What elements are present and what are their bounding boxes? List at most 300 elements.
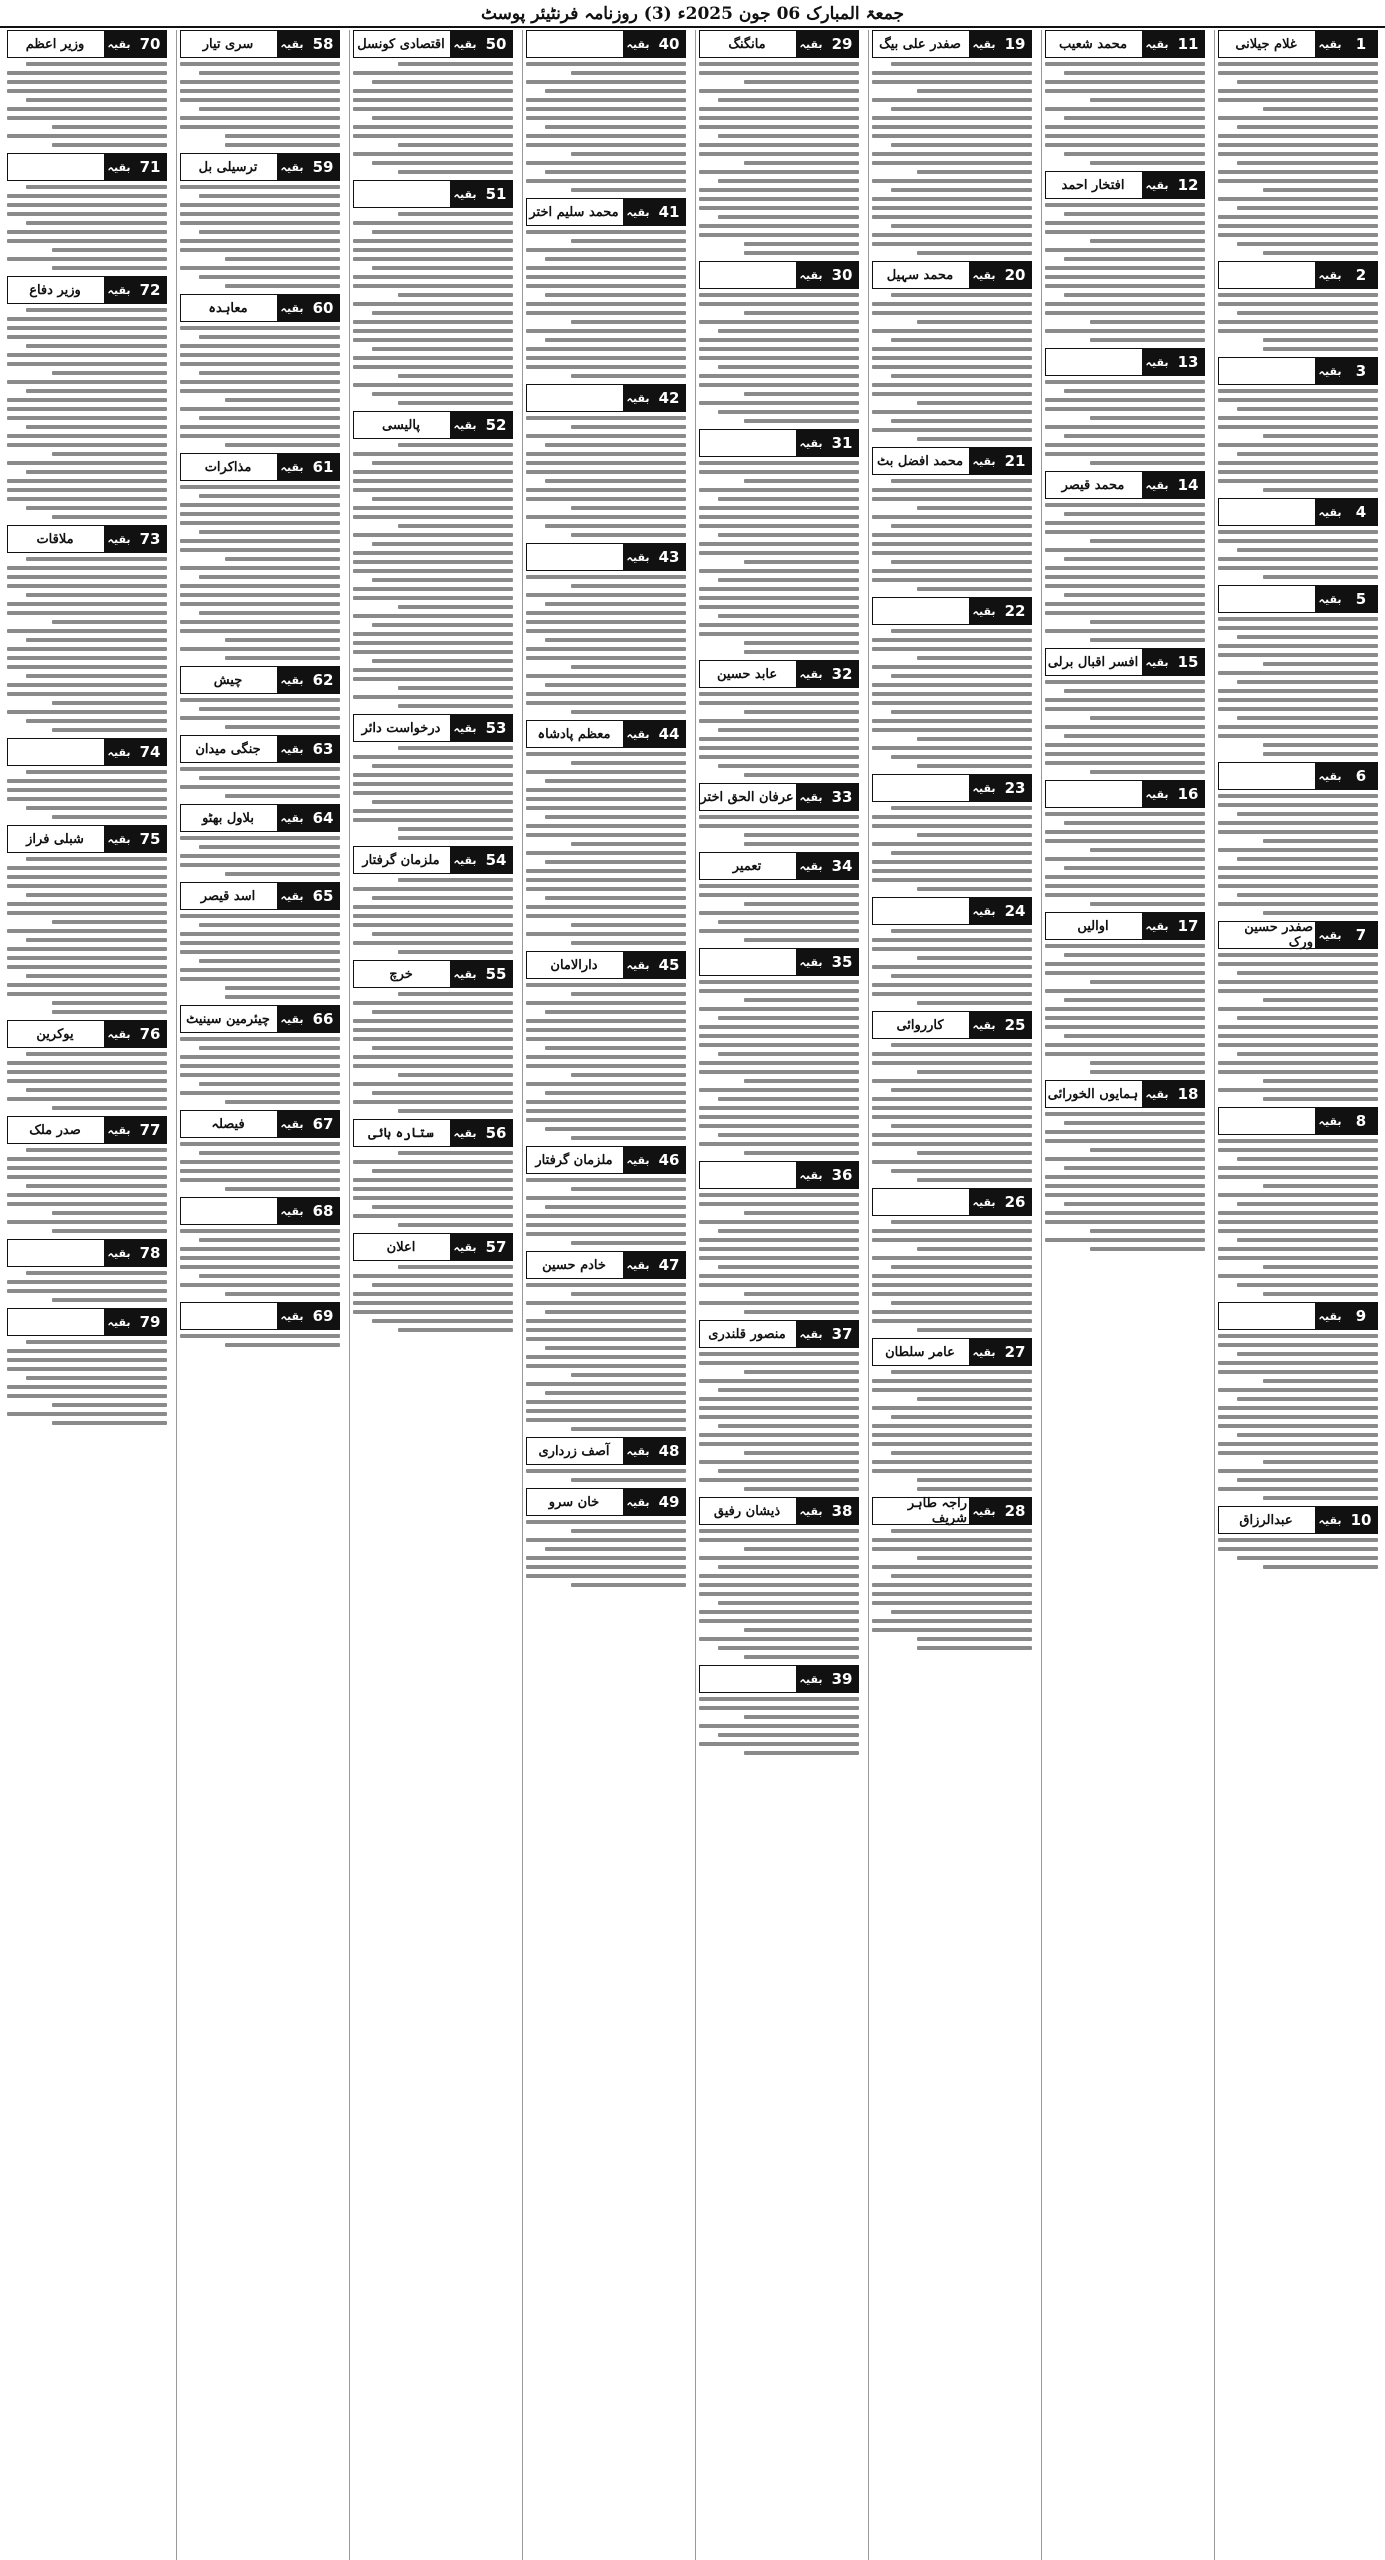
text-line [1218, 689, 1378, 693]
continuation-item [872, 1188, 1032, 1334]
text-line [526, 470, 686, 474]
article-text-block [872, 1368, 1032, 1493]
continuation-number: 70 [134, 31, 166, 57]
text-line [180, 185, 340, 189]
text-line [571, 1373, 686, 1377]
text-line [526, 1223, 686, 1227]
text-line [718, 365, 859, 369]
text-line [1090, 461, 1205, 465]
article-text-block [180, 324, 340, 449]
article-text-block [7, 60, 167, 149]
text-line [1218, 794, 1378, 798]
continuation-word: بقیہ [1140, 913, 1172, 939]
article-text-block [699, 1695, 859, 1757]
text-line [1218, 1175, 1378, 1179]
text-line [699, 1460, 859, 1464]
text-line [180, 584, 340, 588]
text-line [744, 242, 859, 246]
text-line [180, 248, 340, 252]
continuation-headline [700, 1666, 794, 1692]
text-line [872, 1469, 1032, 1473]
continuation-label [1045, 171, 1205, 199]
text-line [1090, 638, 1205, 642]
continuation-number: 14 [1172, 472, 1204, 498]
continuation-item [7, 30, 167, 149]
text-line [180, 977, 340, 981]
text-line [718, 764, 859, 768]
continuation-headline [700, 262, 794, 288]
text-line [699, 1397, 859, 1401]
continuation-item [872, 447, 1032, 593]
news-column [522, 30, 689, 2560]
article-text-block [1218, 387, 1378, 494]
text-line [353, 1160, 513, 1164]
continuation-word: بقیہ [967, 448, 999, 474]
text-line [1064, 953, 1205, 957]
text-line [1045, 80, 1205, 84]
text-line [526, 1418, 686, 1422]
article-text-block [1218, 1536, 1378, 1571]
article-text-block [526, 414, 686, 539]
text-line [398, 992, 513, 996]
continuation-headline [527, 31, 621, 57]
text-line [526, 1118, 686, 1122]
text-line [7, 107, 167, 111]
text-line [7, 362, 167, 366]
text-line [52, 728, 167, 732]
text-line [718, 614, 859, 618]
text-line [526, 1178, 686, 1182]
text-line [917, 1001, 1032, 1005]
continuation-item [1218, 762, 1378, 917]
text-line [180, 1334, 340, 1338]
news-column [695, 30, 862, 2560]
continuation-label [1045, 912, 1205, 940]
text-line [872, 98, 1032, 102]
text-line [526, 1565, 686, 1569]
text-line [353, 1100, 513, 1104]
text-line [526, 230, 686, 234]
text-line [699, 596, 859, 600]
text-line [891, 929, 1032, 933]
text-line [1263, 251, 1378, 255]
text-line [1045, 521, 1205, 525]
text-line [1064, 1034, 1205, 1038]
continuation-label [180, 294, 340, 322]
article-text-block [180, 765, 340, 800]
text-line [744, 1079, 859, 1083]
continuation-headline: صفدر علی بیگ [879, 36, 961, 52]
text-line [1237, 1433, 1378, 1437]
continuation-word: بقیہ [621, 1438, 653, 1464]
text-line [872, 515, 1032, 519]
continuation-number: 59 [307, 154, 339, 180]
continuation-word: بقیہ [621, 952, 653, 978]
continuation-label [353, 846, 513, 874]
continuation-number: 21 [999, 448, 1031, 474]
text-line [52, 515, 167, 519]
continuation-label [872, 1338, 1032, 1366]
text-line [372, 116, 513, 120]
text-line [1263, 752, 1378, 756]
text-line [180, 1178, 340, 1182]
text-line [398, 524, 513, 528]
text-line [353, 470, 513, 474]
continuation-headline: صفدر حسین ورک [1244, 920, 1313, 950]
text-line [699, 293, 859, 297]
continuation-headline: ترسیلی بل [198, 159, 258, 175]
continuation-number: 34 [826, 853, 858, 879]
text-line [1064, 116, 1205, 120]
text-line [526, 851, 686, 855]
continuation-item [526, 1437, 686, 1484]
continuation-number: 2 [1345, 262, 1377, 288]
continuation-item [526, 1146, 686, 1247]
text-line [7, 611, 167, 615]
continuation-number: 43 [653, 544, 685, 570]
text-line [7, 89, 167, 93]
text-line [180, 326, 340, 330]
text-line [1218, 425, 1378, 429]
continuation-word: بقیہ [102, 826, 134, 852]
continuation-number: 19 [999, 31, 1031, 57]
continuation-headline: تعمیر [732, 858, 762, 874]
text-line [872, 383, 1032, 387]
text-line [180, 1064, 340, 1068]
text-line [872, 1601, 1032, 1605]
continuation-word: بقیہ [1313, 358, 1345, 384]
article-text-block [872, 1527, 1032, 1652]
article-text-block [699, 690, 859, 779]
text-line [353, 1028, 513, 1032]
article-text-block [180, 696, 340, 731]
article-text-block [7, 768, 167, 821]
text-line [353, 614, 513, 618]
text-line [526, 824, 686, 828]
text-line [1045, 266, 1205, 270]
text-line [526, 161, 686, 165]
text-line [1218, 530, 1378, 534]
continuation-word: بقیہ [794, 1498, 826, 1524]
continuation-headline [8, 1309, 102, 1335]
continuation-word: بقیہ [621, 1489, 653, 1515]
continuation-label [1045, 30, 1205, 58]
text-line [26, 1340, 167, 1344]
continuation-word: بقیہ [794, 661, 826, 687]
continuation-headline [1219, 1303, 1313, 1329]
text-line [1237, 1397, 1378, 1401]
text-line [1218, 617, 1378, 621]
text-line [398, 1223, 513, 1227]
text-line [526, 1520, 686, 1524]
continuation-item [353, 960, 513, 1115]
continuation-word: بقیہ [275, 736, 307, 762]
text-line [7, 353, 167, 357]
text-line [872, 1133, 1032, 1137]
text-line [545, 1205, 686, 1209]
article-text-block [1218, 1332, 1378, 1502]
text-line [526, 611, 686, 615]
continuation-number: 48 [653, 1438, 685, 1464]
text-line [1064, 1202, 1205, 1206]
text-line [891, 629, 1032, 633]
text-line [1263, 347, 1378, 351]
continuation-headline: ذیشان رفیق [713, 1503, 781, 1519]
text-line [526, 1082, 686, 1086]
text-line [180, 80, 340, 84]
text-line [180, 221, 340, 225]
article-text-block [180, 1035, 340, 1106]
continuation-headline: عامر سلطان [885, 1344, 955, 1360]
text-line [225, 143, 340, 147]
article-text-block [1045, 378, 1205, 467]
text-line [7, 239, 167, 243]
continuation-word: بقیہ [1313, 1303, 1345, 1329]
text-line [7, 461, 167, 465]
text-line [26, 770, 167, 774]
text-line [699, 89, 859, 93]
article-text-block [180, 1227, 340, 1298]
text-line [7, 71, 167, 75]
text-line [545, 1547, 686, 1551]
continuation-number: 27 [999, 1339, 1031, 1365]
text-line [526, 347, 686, 351]
continuation-number: 41 [653, 199, 685, 225]
continuation-number: 56 [480, 1120, 512, 1146]
continuation-word: بقیہ [1313, 1108, 1345, 1134]
text-line [872, 1565, 1032, 1569]
continuation-word: بقیہ [1140, 472, 1172, 498]
text-line [718, 1601, 859, 1605]
text-line [26, 1271, 167, 1275]
continuation-number: 73 [134, 526, 166, 552]
continuation-label [526, 720, 686, 748]
text-line [199, 923, 340, 927]
continuation-headline: خادم حسین [542, 1257, 606, 1273]
text-line [1045, 1139, 1205, 1143]
text-line [718, 1646, 859, 1650]
text-line [7, 479, 167, 483]
article-text-block [1045, 1110, 1205, 1253]
continuation-label [7, 825, 167, 853]
text-line [699, 569, 859, 573]
text-line [891, 806, 1032, 810]
text-line [872, 347, 1032, 351]
text-line [571, 320, 686, 324]
text-line [180, 1256, 340, 1260]
text-line [1263, 1292, 1378, 1296]
text-line [1218, 443, 1378, 447]
continuation-headline: غلام جیلانی [1235, 36, 1297, 52]
text-line [872, 533, 1032, 537]
text-line [398, 878, 513, 882]
text-line [180, 425, 340, 429]
text-line [526, 752, 686, 756]
text-line [199, 275, 340, 279]
text-line [1237, 206, 1378, 210]
text-line [545, 779, 686, 783]
text-line [699, 347, 859, 351]
text-line [180, 968, 340, 972]
continuation-label [180, 804, 340, 832]
continuation-headline: خان سرو [548, 1494, 600, 1510]
text-line [744, 1310, 859, 1314]
text-line [7, 1280, 167, 1284]
text-line [1090, 1070, 1205, 1074]
text-line [891, 1301, 1032, 1305]
text-line [1045, 812, 1205, 816]
text-line [372, 896, 513, 900]
article-text-block [1045, 60, 1205, 167]
text-line [1090, 980, 1205, 984]
continuation-item [180, 666, 340, 731]
continuation-headline: افتخار احمد [1061, 177, 1125, 193]
text-line [872, 1229, 1032, 1233]
text-line [526, 1382, 686, 1386]
text-line [891, 1451, 1032, 1455]
text-line [398, 401, 513, 405]
article-text-block [180, 1140, 340, 1193]
continuation-item [7, 1116, 167, 1235]
text-line [199, 1274, 340, 1278]
text-line [872, 410, 1032, 414]
text-line [699, 980, 859, 984]
text-line [353, 98, 513, 102]
continuation-item [526, 1488, 686, 1589]
text-line [372, 1319, 513, 1323]
continuation-number: 1 [1345, 31, 1377, 57]
text-line [1090, 1148, 1205, 1152]
text-line [526, 1319, 686, 1323]
article-text-block [7, 1146, 167, 1235]
text-line [872, 1433, 1032, 1437]
continuation-number: 72 [134, 277, 166, 303]
article-text-block [353, 441, 513, 710]
text-line [526, 497, 686, 501]
text-line [699, 1706, 859, 1710]
continuation-item [7, 825, 167, 1016]
text-line [891, 1370, 1032, 1374]
text-line [1237, 1478, 1378, 1482]
text-line [398, 1109, 513, 1113]
text-line [699, 197, 859, 201]
text-line [1064, 866, 1205, 870]
text-line [1045, 761, 1205, 765]
text-line [7, 983, 167, 987]
text-line [526, 806, 686, 810]
text-line [699, 1274, 859, 1278]
text-line [7, 380, 167, 384]
text-line [744, 1715, 859, 1719]
text-line [7, 1412, 167, 1416]
text-line [1218, 1025, 1378, 1029]
article-text-block [353, 990, 513, 1115]
text-line [1237, 80, 1378, 84]
text-line [1090, 161, 1205, 165]
text-line [398, 1265, 513, 1269]
text-line [26, 938, 167, 942]
text-line [699, 1025, 859, 1029]
text-line [718, 1097, 859, 1101]
text-line [353, 248, 513, 252]
continuation-headline [1219, 1108, 1313, 1134]
continuation-headline: پالیسی [382, 417, 420, 433]
text-line [699, 1361, 859, 1365]
text-line [699, 1256, 859, 1260]
text-line [699, 605, 859, 609]
text-line [1218, 134, 1378, 138]
continuation-headline: اسد قیصر [200, 888, 256, 904]
text-line [744, 1655, 859, 1659]
continuation-headline: محمد افضل بٹ [876, 453, 964, 469]
text-line [872, 428, 1032, 432]
text-line [26, 893, 167, 897]
text-line [872, 215, 1032, 219]
text-line [1045, 971, 1205, 975]
text-line [917, 1328, 1032, 1332]
continuation-headline [873, 775, 967, 801]
text-line [1263, 434, 1378, 438]
article-text-block [699, 882, 859, 944]
text-line [26, 857, 167, 861]
text-line [917, 833, 1032, 837]
continuation-item [1218, 1302, 1378, 1502]
continuation-headline: مذاکرات [204, 459, 252, 475]
continuation-word: بقیہ [621, 385, 653, 411]
text-line [526, 1214, 686, 1218]
continuation-label [7, 30, 167, 58]
text-line [571, 923, 686, 927]
continuation-number: 47 [653, 1252, 685, 1278]
continuation-number: 12 [1172, 172, 1204, 198]
continuation-number: 75 [134, 826, 166, 852]
continuation-word: بقیہ [794, 262, 826, 288]
text-line [526, 593, 686, 597]
text-line [1045, 1043, 1205, 1047]
article-text-block [872, 1218, 1032, 1334]
text-line [225, 1292, 340, 1296]
text-line [1064, 734, 1205, 738]
text-line [1218, 470, 1378, 474]
text-line [718, 1733, 859, 1737]
text-line [1045, 857, 1205, 861]
continuation-word: بقیہ [448, 412, 480, 438]
continuation-label [7, 276, 167, 304]
article-text-block [353, 60, 513, 176]
continuation-label [526, 1146, 686, 1174]
text-line [699, 911, 859, 915]
continuation-item [1218, 921, 1378, 1103]
text-line [1218, 830, 1378, 834]
text-line [699, 62, 859, 66]
text-line [372, 542, 513, 546]
text-line [52, 266, 167, 270]
text-line [1045, 1112, 1205, 1116]
text-line [372, 1205, 513, 1209]
text-line [917, 956, 1032, 960]
text-line [699, 116, 859, 120]
continuation-label [1218, 498, 1378, 526]
text-line [744, 833, 859, 837]
text-line [1218, 1361, 1378, 1365]
text-line [1237, 1016, 1378, 1020]
text-line [1263, 1460, 1378, 1464]
text-line [353, 887, 513, 891]
text-line [526, 575, 686, 579]
text-line [872, 701, 1032, 705]
text-line [225, 257, 340, 261]
text-line [1218, 1229, 1378, 1233]
